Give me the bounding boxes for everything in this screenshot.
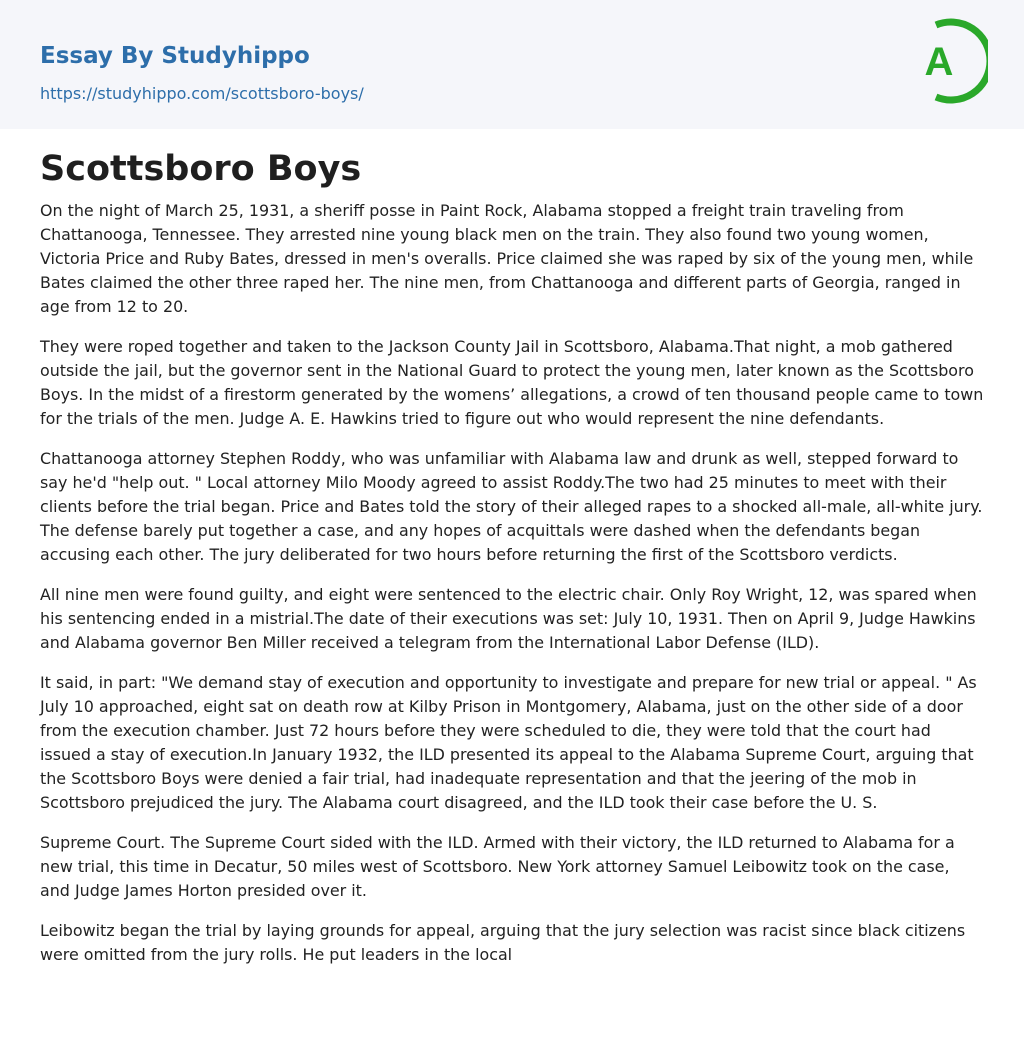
essay-url-link[interactable]: https://studyhippo.com/scottsboro-boys/: [40, 84, 364, 103]
article: [0, 129, 1024, 967]
studyhippo-logo-icon[interactable]: [906, 18, 988, 106]
site-header: [0, 0, 1024, 129]
paragraph-5: It said, in part: "We demand stay of execution and opportunity to investigate and prepare for new trial or appeal. " As July 10 approached, eight sat on death row at Kilby Prison in Montgomery, Alabama, just on the other side of a door from the execution chamber. Just 72 hours before they were scheduled to die, they were told that the court had issued a stay of execution.In January 1932, the ILD presented its appeal to the Alabama Supreme Court, arguing that the Scottsboro Boys were denied a fair trial, had inadequate representation and that the jeering of the mob in Scottsboro prejudiced the jury. The Alabama court disagreed, and the ILD took their case before the U. S.: [40, 673, 977, 812]
logo-letter: A: [924, 40, 954, 84]
brand-title[interactable]: Essay By Studyhippo: [40, 43, 310, 69]
page-title: Scottsboro Boys: [40, 149, 362, 189]
paragraph-3: Chattanooga attorney Stephen Roddy, who was unfamiliar with Alabama law and drunk as well, stepped forward to say he'd "help out. " Local attorney Milo Moody agreed to assist Roddy.The two had 25 minutes to meet with their clients before the trial began. Price and Bates told the story of their alleged rapes to a shocked all-male, all-white jury. The defense barely put together a case, and any hopes of acquittals were dashed when the defendants began accusing each other. The jury deliberated for two hours before returning the first of the Scottsboro verdicts.: [40, 449, 983, 564]
paragraph-2: They were roped together and taken to the Jackson County Jail in Scottsboro, Alabama.That night, a mob gathered outside the jail, but the governor sent in the National Guard to protect the young men, later known as the Scottsboro Boys. In the midst of a firestorm generated by the womens’ allegations, a crowd of ten thousand people came to town for the trials of the men. Judge A. E. Hawkins tried to figure out who would represent the nine defendants.: [40, 337, 984, 428]
paragraph-6: Supreme Court. The Supreme Court sided with the ILD. Armed with their victory, the ILD returned to Alabama for a new trial, this time in Decatur, 50 miles west of Scottsboro. New York attorney Samuel Leibowitz took on the case, and Judge James Horton presided over it.: [40, 833, 955, 900]
paragraph-1: On the night of March 25, 1931, a sheriff posse in Paint Rock, Alabama stopped a freight train traveling from Chattanooga, Tennessee. They arrested nine young black men on the train. They also found two young women, Victoria Price and Ruby Bates, dressed in men's overalls. Price claimed she was raped by six of the young men, while Bates claimed the other three raped her. The nine men, from Chattanooga and different parts of Georgia, ranged in age from 12 to 20.: [40, 201, 974, 316]
paragraph-7: Leibowitz began the trial by laying grounds for appeal, arguing that the jury selection was racist since black citizens were omitted from the jury rolls. He put leaders in the local: [40, 921, 966, 964]
paragraph-4: All nine men were found guilty, and eight were sentenced to the electric chair. Only Roy Wright, 12, was spared when his sentencing ended in a mistrial.The date of their executions was set: July 10, 1931. Then on April 9, Judge Hawkins and Alabama governor Ben Miller received a telegram from the International Labor Defense (ILD).: [40, 585, 977, 652]
